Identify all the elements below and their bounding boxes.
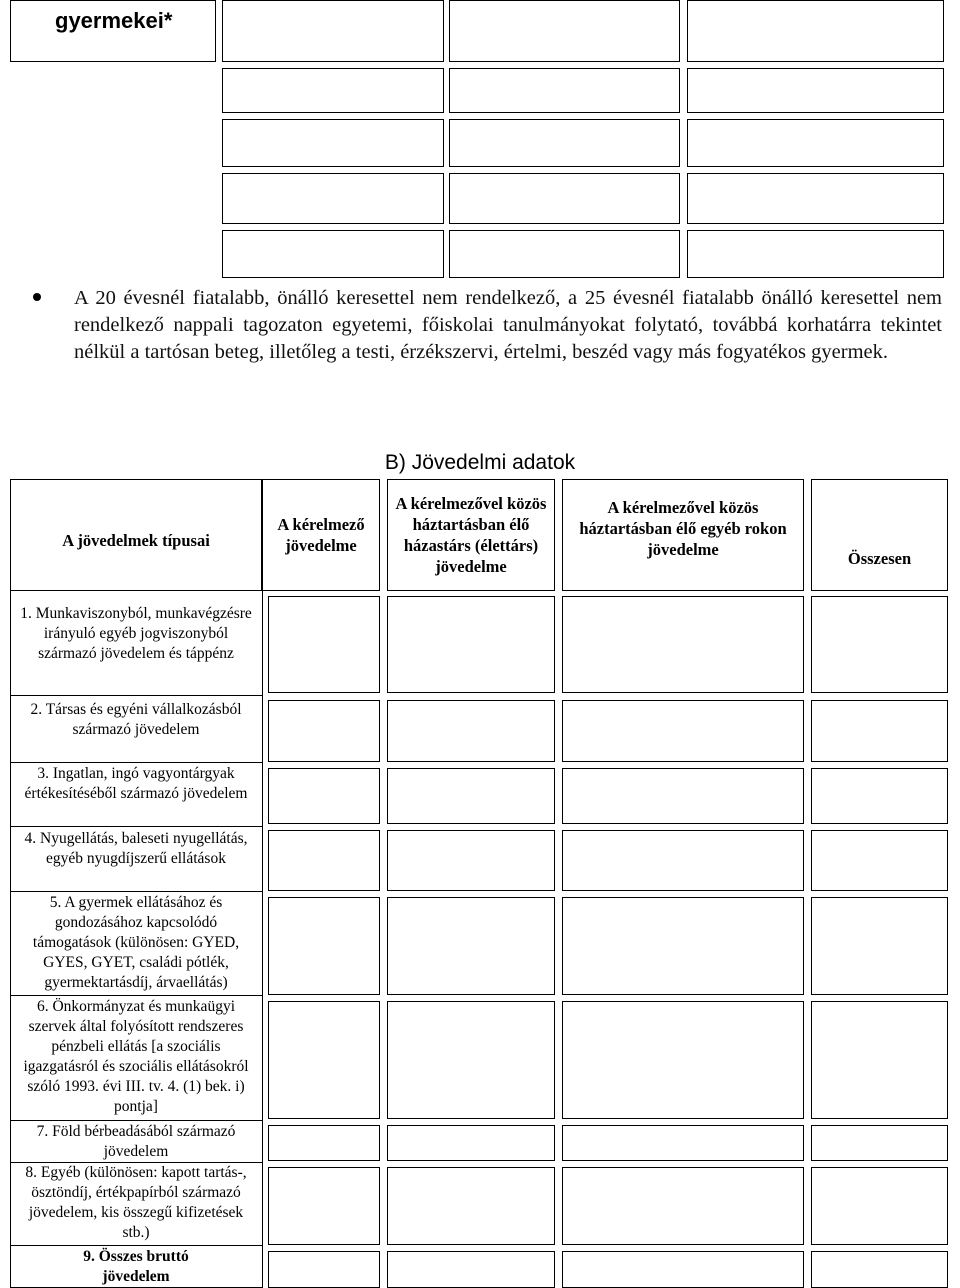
value-cell <box>811 830 948 891</box>
value-cell <box>268 700 380 762</box>
row-label: 8. Egyéb (különösen: kapott tartás-, ösztöndíj, értékpapírból származó jövedelem, kis összegű kifizetések stb.) <box>25 1164 247 1241</box>
top-table-cell <box>687 0 944 62</box>
value-cell <box>562 1001 804 1119</box>
value-cell <box>387 1167 555 1245</box>
value-cell <box>268 1125 380 1161</box>
header-label: Összesen <box>847 548 912 568</box>
header-total <box>811 479 948 591</box>
value-cell <box>811 897 948 995</box>
table-rule <box>262 591 263 1288</box>
value-cell <box>811 1251 948 1288</box>
value-cell <box>562 830 804 891</box>
value-cell <box>562 1125 804 1161</box>
value-cell <box>811 1001 948 1119</box>
top-table-cell <box>222 173 444 224</box>
value-cell <box>268 596 380 693</box>
row-label: 3. Ingatlan, ingó vagyontárgyak értékesítéséből származó jövedelem <box>24 765 248 802</box>
top-table-cell <box>222 230 444 278</box>
row-label: 7. Föld bérbeadásából származó jövedelem <box>36 1123 236 1160</box>
top-table-cell <box>449 68 680 113</box>
value-cell <box>562 1251 804 1288</box>
header-applicant-income <box>262 479 380 591</box>
row-label: 5. A gyermek ellátásához és gondozásához kapcsolódó támogatások (különösen: GYED, GYES, GYET, családi pótlék, gyermektartásdíj, árvaellátás) <box>32 894 240 991</box>
bullet-icon <box>33 293 41 301</box>
top-table-cell <box>687 119 944 167</box>
header-relative-income <box>562 479 804 591</box>
value-cell <box>562 596 804 693</box>
top-table-cell <box>687 68 944 113</box>
table-rule <box>10 1245 262 1246</box>
value-cell <box>387 596 555 693</box>
value-cell <box>268 1001 380 1119</box>
table-rule <box>10 995 262 996</box>
value-cell <box>387 1001 555 1119</box>
top-table-cell <box>687 173 944 224</box>
value-cell <box>562 1167 804 1245</box>
value-cell <box>562 897 804 995</box>
top-table-cell <box>222 119 444 167</box>
table-rule <box>10 1120 262 1121</box>
top-table-cell <box>222 68 444 113</box>
header-label: A jövedelmek típusai <box>62 530 210 550</box>
row-label: 6. Önkormányzat és munkaügyi szervek által folyósított rendszeres pénzbeli ellátás [a szociális igazgatásról és szociális ellátásokról szóló 1993. évi III. tv. 4. (1) bek. i) pontja] <box>23 998 249 1115</box>
value-cell <box>811 768 948 824</box>
value-cell <box>811 1125 948 1161</box>
value-cell <box>387 897 555 995</box>
bullet-paragraph: A 20 évesnél fiatalabb, önálló keresettel nem rendelkező, a 25 évesnél fiatalabb önálló keresettel nem rendelkező nappali tagozaton egyetemi, főiskolai tanulmányokat folytató, továbbá korhatárra tekintet nélkül a tartósan beteg, illetőleg a testi, érzékszervi, értelmi, beszéd vagy más fogyatékos gyermek. <box>74 287 942 363</box>
row-label: 4. Nyugellátás, baleseti nyugellátás, egyéb nyugdíjszerű ellátások <box>24 830 248 867</box>
table-rule <box>10 891 262 892</box>
value-cell <box>387 1251 555 1288</box>
value-cell <box>268 768 380 824</box>
top-table-cell <box>222 0 444 62</box>
value-cell <box>268 830 380 891</box>
table-rule <box>10 826 262 827</box>
section-title: B) Jövedelmi adatok <box>384 451 576 474</box>
value-cell <box>387 700 555 762</box>
value-cell <box>811 596 948 693</box>
header-spouse-income <box>387 479 555 591</box>
row-label-total: 9. Összes bruttó jövedelem <box>83 1248 189 1285</box>
header-label: A kérelmezővel közös háztartásban élő egyéb rokon jövedelme <box>579 497 787 559</box>
header-income-types <box>10 479 262 591</box>
value-cell <box>562 768 804 824</box>
header-label: A kérelmezővel közös háztartásban élő házastárs (élettárs) jövedelme <box>395 494 547 576</box>
top-table-cell <box>449 173 680 224</box>
top-table-cell <box>449 230 680 278</box>
value-cell <box>811 1167 948 1245</box>
top-table-cell <box>687 230 944 278</box>
value-cell <box>387 1125 555 1161</box>
table-rule <box>10 695 262 696</box>
top-table-cell <box>449 0 680 62</box>
row-label: 1. Munkaviszonyból, munkavégzésre irányuló egyéb jogviszonyból származó jövedelem és táppénz <box>20 605 252 662</box>
value-cell <box>387 830 555 891</box>
value-cell <box>268 1167 380 1245</box>
top-table-cell <box>449 119 680 167</box>
value-cell <box>387 768 555 824</box>
header-label: A kérelmező jövedelme <box>277 515 365 555</box>
row-label: 2. Társas és egyéni vállalkozásból származó jövedelem <box>30 701 242 738</box>
top-table-label-cell <box>10 0 216 62</box>
value-cell <box>562 700 804 762</box>
table-rule <box>10 762 262 763</box>
value-cell <box>268 1251 380 1288</box>
top-table-label: gyermekei* <box>55 8 173 33</box>
value-cell <box>811 700 948 762</box>
value-cell <box>268 897 380 995</box>
